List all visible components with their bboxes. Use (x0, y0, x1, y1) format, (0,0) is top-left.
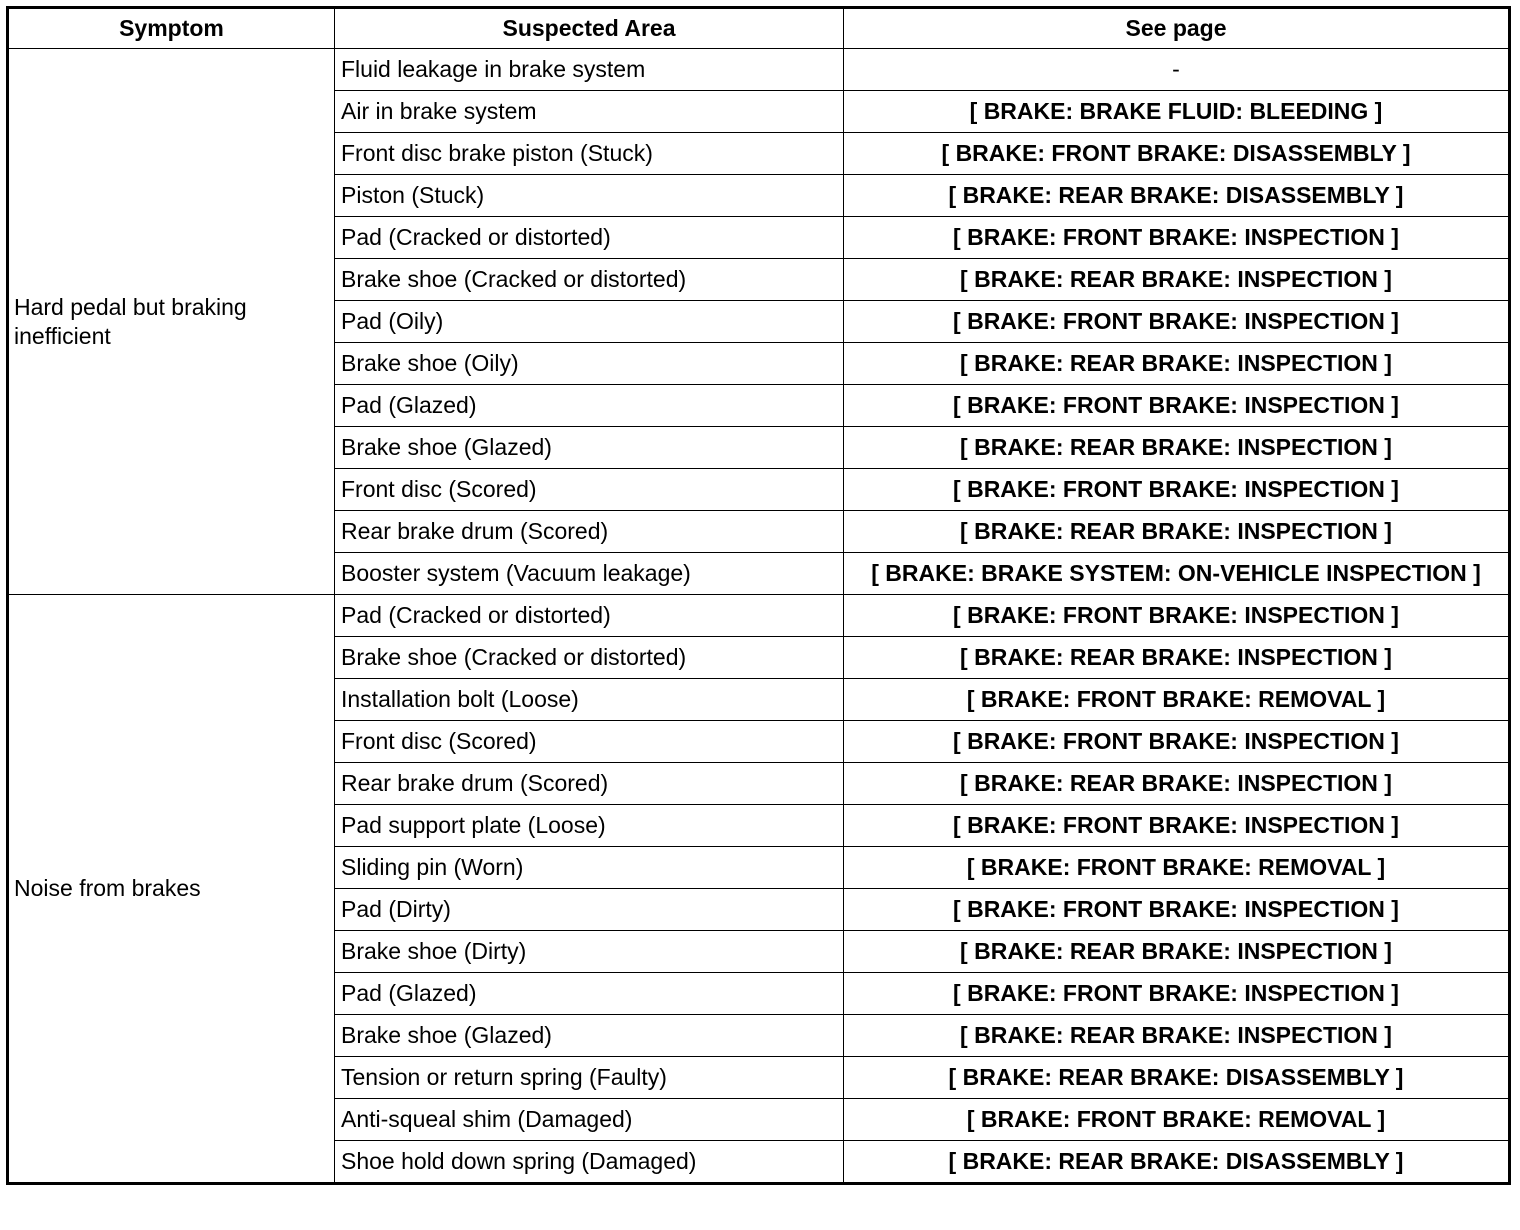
suspected-area-cell: Brake shoe (Oily) (335, 343, 844, 385)
see-page-reference[interactable]: [ BRAKE: REAR BRAKE: INSPECTION ] (844, 427, 1510, 469)
table-row (8, 49, 1510, 91)
suspected-area-cell: Shoe hold down spring (Damaged) (335, 1141, 844, 1184)
suspected-area-cell: Pad (Dirty) (335, 889, 844, 931)
suspected-area-cell: Front disc (Scored) (335, 469, 844, 511)
suspected-area-cell: Fluid leakage in brake system (335, 49, 844, 91)
see-page-reference[interactable]: [ BRAKE: REAR BRAKE: INSPECTION ] (844, 343, 1510, 385)
suspected-area-cell: Front disc brake piston (Stuck) (335, 133, 844, 175)
see-page-reference[interactable]: [ BRAKE: REAR BRAKE: INSPECTION ] (844, 259, 1510, 301)
see-page-reference[interactable]: [ BRAKE: REAR BRAKE: DISASSEMBLY ] (844, 175, 1510, 217)
see-page-reference[interactable]: [ BRAKE: FRONT BRAKE: INSPECTION ] (844, 385, 1510, 427)
see-page-reference[interactable]: [ BRAKE: FRONT BRAKE: INSPECTION ] (844, 595, 1510, 637)
suspected-area-cell: Pad (Cracked or distorted) (335, 595, 844, 637)
suspected-area-cell: Pad (Cracked or distorted) (335, 217, 844, 259)
see-page-reference[interactable]: [ BRAKE: FRONT BRAKE: REMOVAL ] (844, 847, 1510, 889)
suspected-area-cell: Front disc (Scored) (335, 721, 844, 763)
see-page-reference[interactable]: [ BRAKE: FRONT BRAKE: INSPECTION ] (844, 469, 1510, 511)
suspected-area-cell: Brake shoe (Cracked or distorted) (335, 637, 844, 679)
header-see-page: See page (844, 8, 1510, 49)
suspected-area-cell: Brake shoe (Glazed) (335, 427, 844, 469)
see-page-reference[interactable]: [ BRAKE: REAR BRAKE: INSPECTION ] (844, 931, 1510, 973)
suspected-area-cell: Anti-squeal shim (Damaged) (335, 1099, 844, 1141)
suspected-area-cell: Pad support plate (Loose) (335, 805, 844, 847)
see-page-reference[interactable]: [ BRAKE: REAR BRAKE: INSPECTION ] (844, 763, 1510, 805)
see-page-reference[interactable]: [ BRAKE: REAR BRAKE: DISASSEMBLY ] (844, 1141, 1510, 1184)
see-page-reference[interactable]: [ BRAKE: FRONT BRAKE: DISASSEMBLY ] (844, 133, 1510, 175)
suspected-area-cell: Air in brake system (335, 91, 844, 133)
header-symptom: Symptom (8, 8, 335, 49)
see-page-reference[interactable]: [ BRAKE: FRONT BRAKE: INSPECTION ] (844, 889, 1510, 931)
suspected-area-cell: Pad (Glazed) (335, 973, 844, 1015)
symptom-cell: Hard pedal but braking inefficient (8, 49, 335, 595)
see-page-reference[interactable]: [ BRAKE: FRONT BRAKE: INSPECTION ] (844, 721, 1510, 763)
suspected-area-cell: Rear brake drum (Scored) (335, 511, 844, 553)
header-row (8, 8, 1510, 49)
suspected-area-cell: Tension or return spring (Faulty) (335, 1057, 844, 1099)
troubleshooting-table (6, 6, 1511, 1185)
see-page-reference[interactable]: [ BRAKE: FRONT BRAKE: INSPECTION ] (844, 217, 1510, 259)
see-page-reference[interactable]: [ BRAKE: FRONT BRAKE: INSPECTION ] (844, 805, 1510, 847)
suspected-area-cell: Brake shoe (Glazed) (335, 1015, 844, 1057)
suspected-area-cell: Booster system (Vacuum leakage) (335, 553, 844, 595)
suspected-area-cell: Brake shoe (Dirty) (335, 931, 844, 973)
see-page-reference[interactable]: [ BRAKE: REAR BRAKE: INSPECTION ] (844, 1015, 1510, 1057)
suspected-area-cell: Pad (Glazed) (335, 385, 844, 427)
see-page-reference[interactable]: [ BRAKE: BRAKE FLUID: BLEEDING ] (844, 91, 1510, 133)
see-page-reference[interactable]: [ BRAKE: BRAKE SYSTEM: ON-VEHICLE INSPECTION ] (844, 553, 1510, 595)
see-page-reference[interactable]: [ BRAKE: FRONT BRAKE: INSPECTION ] (844, 973, 1510, 1015)
suspected-area-cell: Installation bolt (Loose) (335, 679, 844, 721)
see-page-reference[interactable]: [ BRAKE: REAR BRAKE: INSPECTION ] (844, 637, 1510, 679)
suspected-area-cell: Piston (Stuck) (335, 175, 844, 217)
header-suspected-area: Suspected Area (335, 8, 844, 49)
table-row (8, 595, 1510, 637)
see-page-reference[interactable]: [ BRAKE: REAR BRAKE: INSPECTION ] (844, 511, 1510, 553)
see-page-reference[interactable]: [ BRAKE: FRONT BRAKE: REMOVAL ] (844, 679, 1510, 721)
see-page-reference[interactable]: [ BRAKE: REAR BRAKE: DISASSEMBLY ] (844, 1057, 1510, 1099)
see-page-reference: - (844, 49, 1510, 91)
suspected-area-cell: Brake shoe (Cracked or distorted) (335, 259, 844, 301)
table-body (8, 49, 1510, 1184)
suspected-area-cell: Pad (Oily) (335, 301, 844, 343)
suspected-area-cell: Sliding pin (Worn) (335, 847, 844, 889)
see-page-reference[interactable]: [ BRAKE: FRONT BRAKE: INSPECTION ] (844, 301, 1510, 343)
symptom-cell: Noise from brakes (8, 595, 335, 1184)
see-page-reference[interactable]: [ BRAKE: FRONT BRAKE: REMOVAL ] (844, 1099, 1510, 1141)
suspected-area-cell: Rear brake drum (Scored) (335, 763, 844, 805)
